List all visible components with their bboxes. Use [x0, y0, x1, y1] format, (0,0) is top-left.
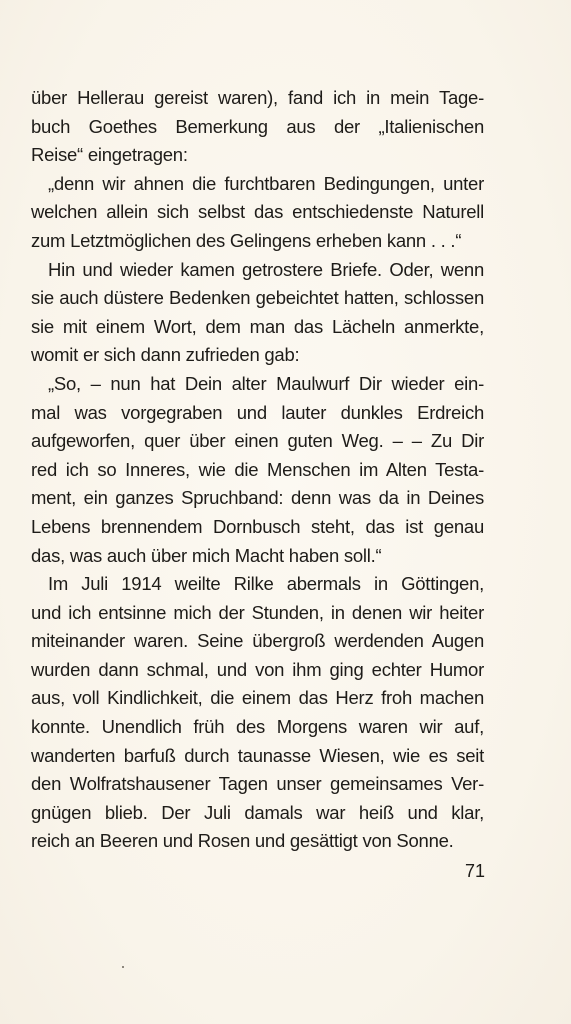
body-text	[31, 84, 484, 856]
quote-line: ment, ein ganzes Spruchband: denn was da in Deines	[31, 487, 484, 509]
paper-speck	[122, 966, 124, 968]
text-line: reich an Beeren und Rosen und gesättigt von Sonne.	[31, 830, 454, 852]
text-line: womit er sich dann zufrieden gab:	[31, 344, 300, 366]
text-line: buch Goethes Bemerkung aus der „Italienischen	[31, 115, 484, 137]
quote-line: „denn wir ahnen die furchtbaren Bedingungen, unter	[48, 172, 484, 194]
quote-line: das, was auch über mich Macht haben soll.“	[31, 544, 382, 566]
text-line: wurden dann schmal, und von ihm ging echter Humor	[31, 658, 484, 680]
text-line: über Hellerau gereist waren), fand ich in mein Tage-	[31, 87, 484, 108]
quote-line: red ich so Inneres, wie die Menschen im Alten Testa-	[31, 458, 484, 480]
text-line: Reise“ eingetragen:	[31, 144, 188, 166]
text-line: aus, voll Kindlichkeit, die einem das Herz froh machen	[31, 687, 484, 709]
text-line: Im Juli 1914 weilte Rilke abermals in Göttingen,	[48, 573, 484, 595]
text-line: konnte. Unendlich früh des Morgens waren wir auf,	[31, 716, 484, 738]
text-line: wanderten barfuß durch taunasse Wiesen, wie es seit	[31, 744, 484, 766]
quote-line: mal was vorgegraben und lauter dunkles Erdreich	[31, 401, 484, 423]
quote-line: aufgeworfen, quer über einen guten Weg. – – Zu Dir	[31, 430, 484, 452]
text-line: den Wolfratshausener Tagen unser gemeinsames Ver-	[31, 773, 484, 795]
text-line: Hin und wieder kamen getrostere Briefe. Oder, wenn	[48, 258, 484, 280]
quote-line: zum Letztmöglichen des Gelingens erheben kann . . .“	[31, 229, 462, 251]
text-line: miteinander waren. Seine übergroß werdenden Augen	[31, 630, 484, 652]
quote-line: „So, – nun hat Dein alter Maulwurf Dir wieder ein-	[48, 372, 484, 394]
text-line: gnügen blieb. Der Juli damals war heiß und klar,	[31, 801, 484, 823]
text-line: sie auch düstere Bedenken gebeichtet hatten, schlossen	[31, 287, 484, 309]
text-line: und ich entsinne mich der Stunden, in denen wir heiter	[31, 601, 484, 623]
quote-line: Lebens brennendem Dornbusch steht, das ist genau	[31, 515, 484, 537]
quote-line: welchen allein sich selbst das entschiedenste Naturell	[31, 201, 484, 223]
text-line: sie mit einem Wort, dem man das Lächeln anmerkte,	[31, 315, 484, 337]
page-number: 71	[464, 861, 485, 881]
